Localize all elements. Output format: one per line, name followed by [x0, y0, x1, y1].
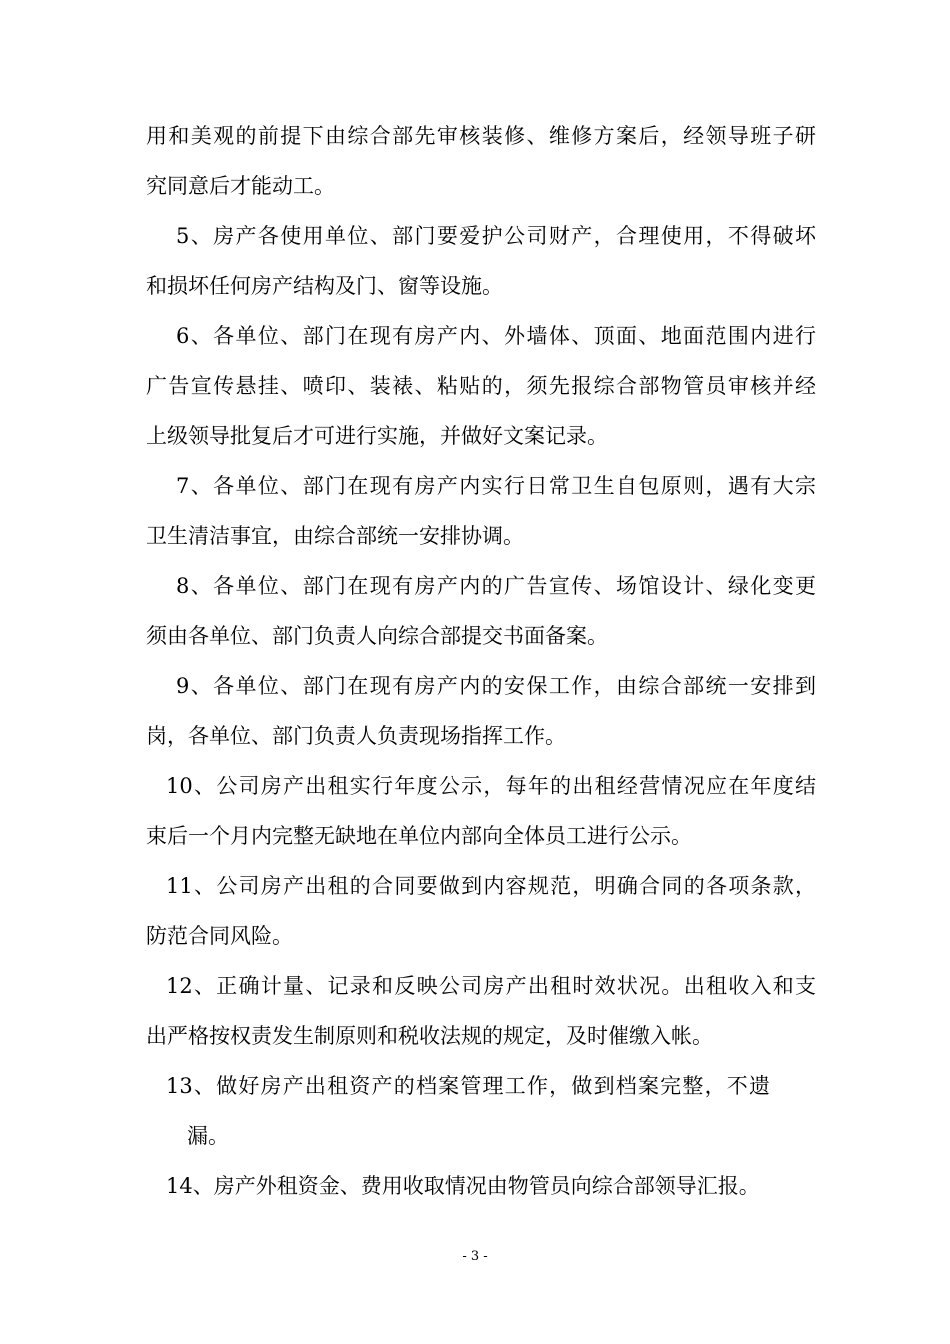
paragraph-line: 8、各单位、部门在现有房产内的广告宣传、场馆设计、绿化变更	[176, 574, 816, 598]
paragraph-line: 11、公司房产出租的合同要做到内容规范，明确合同的各项条款，	[166, 874, 816, 898]
paragraph-line: 14、房产外租资金、费用收取情况由物管员向综合部领导汇报。	[166, 1174, 760, 1198]
paragraph-line: 7、各单位、部门在现有房产内实行日常卫生自包原则，遇有大宗	[176, 474, 816, 498]
paragraph-line: 10、公司房产出租实行年度公示，每年的出租经营情况应在年度结	[166, 774, 816, 798]
paragraph-line: 束后一个月内完整无缺地在单位内部向全体员工进行公示。	[146, 824, 692, 848]
paragraph-line: 上级领导批复后才可进行实施，并做好文案记录。	[146, 424, 608, 448]
paragraph-line: 6、各单位、部门在现有房产内、外墙体、顶面、地面范围内进行	[176, 324, 816, 348]
paragraph-line: 岗，各单位、部门负责人负责现场指挥工作。	[146, 724, 566, 748]
paragraph-line: 漏。	[187, 1124, 229, 1148]
paragraph-line: 须由各单位、部门负责人向综合部提交书面备案。	[146, 624, 608, 648]
paragraph-line: 防范合同风险。	[146, 924, 293, 948]
page-number: - 3 -	[462, 1249, 488, 1264]
paragraph-line: 广告宣传悬挂、喷印、装裱、粘贴的，须先报综合部物管员审核并经	[146, 374, 816, 398]
paragraph-line: 9、各单位、部门在现有房产内的安保工作，由综合部统一安排到	[176, 674, 816, 698]
paragraph-line: 5、房产各使用单位、部门要爱护公司财产，合理使用，不得破坏	[176, 224, 816, 248]
paragraph-line: 用和美观的前提下由综合部先审核装修、维修方案后，经领导班子研	[146, 124, 816, 148]
paragraph-line: 13、做好房产出租资产的档案管理工作，做到档案完整，不遗	[166, 1074, 770, 1098]
paragraph-line: 究同意后才能动工。	[146, 174, 335, 198]
paragraph-line: 12、正确计量、记录和反映公司房产出租时效状况。出租收入和支	[166, 974, 816, 998]
paragraph-line: 和损坏任何房产结构及门、窗等设施。	[146, 274, 503, 298]
paragraph-line: 出严格按权责发生制原则和税收法规的规定，及时催缴入帐。	[146, 1024, 713, 1048]
paragraph-line: 卫生清洁事宜，由综合部统一安排协调。	[146, 524, 524, 548]
